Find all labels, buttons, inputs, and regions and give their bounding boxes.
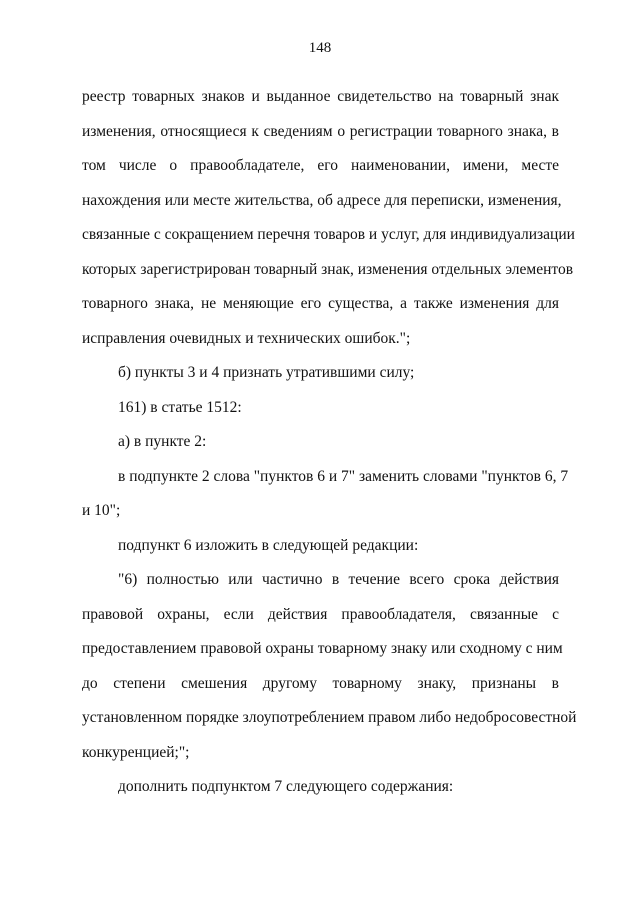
paragraph-line: подпункт 6 изложить в следующей редакции: [118,537,419,554]
text-line: том числе о правообладателе, его наименовании, имени, месте [82,157,559,174]
text-line: установленном порядке злоупотреблением правом либо недобросовестной [82,709,577,726]
paragraph-line: в подпункте 2 слова "пунктов 6 и 7" заменить словами "пунктов 6, 7 [118,468,569,485]
paragraph-line: "6) полностью или частично в течение всего срока действия [118,571,559,588]
paragraph-line: дополнить подпунктом 7 следующего содержания: [118,778,454,795]
text-line: предоставлением правовой охраны товарному знаку или сходному с ним [82,640,563,657]
article-heading: 161) в статье 1512: [118,399,242,416]
text-line: до степени смешения другому товарному знаку, признаны в [82,675,559,692]
text-line: конкуренцией;"; [82,744,190,761]
paragraph-line: б) пункты 3 и 4 признать утратившими силу; [118,364,415,381]
text-line: правовой охраны, если действия правообладателя, связанные с [82,606,559,623]
text-line: и 10"; [82,502,121,519]
paragraph-line: а) в пункте 2: [118,433,207,450]
text-line: которых зарегистрирован товарный знак, изменения отдельных элементов [82,261,574,278]
text-line: связанные с сокращением перечня товаров и услуг, для индивидуализации [82,226,575,243]
text-line: нахождения или месте жительства, об адресе для переписки, изменения, [82,192,562,209]
page-number: 148 [308,40,332,56]
text-line: товарного знака, не меняющие его существа, а также изменения для [82,295,559,312]
text-line: изменения, относящиеся к сведениям о регистрации товарного знака, в [82,123,559,140]
text-line: реестр товарных знаков и выданное свидетельство на товарный знак [82,88,559,105]
text-line: исправления очевидных и технических ошибок."; [82,330,411,347]
